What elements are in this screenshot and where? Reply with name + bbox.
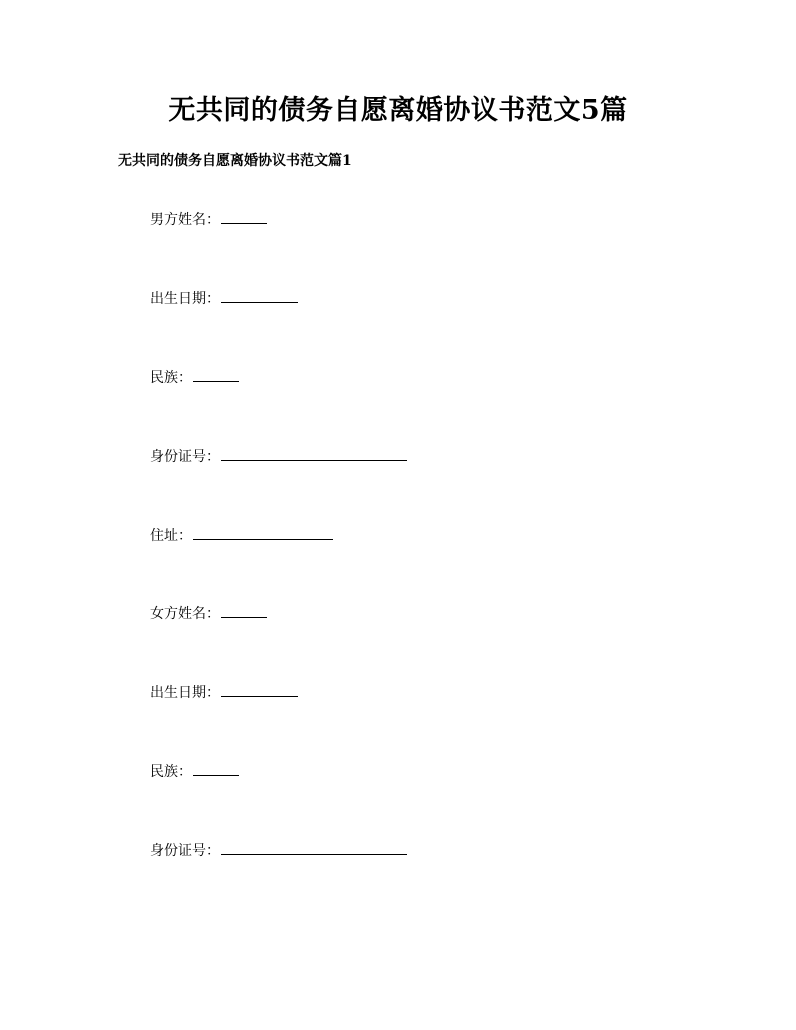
- field-husband-birthdate: [150, 288, 298, 310]
- field-label: 住址：: [150, 528, 192, 544]
- fill-in-blank: [221, 603, 267, 618]
- field-husband-id-number: [150, 446, 407, 468]
- field-wife-ethnicity: [150, 761, 239, 783]
- field-label: 民族：: [150, 764, 192, 780]
- section-heading: 无共同的债务自愿离婚协议书范文篇1: [118, 153, 352, 169]
- field-label: 身份证号：: [150, 843, 220, 859]
- field-label: 身份证号：: [150, 449, 220, 465]
- field-husband-name: [150, 209, 267, 231]
- document-title: 无共同的债务自愿离婚协议书范文5篇: [168, 95, 628, 126]
- field-label: 出生日期：: [150, 291, 220, 307]
- fill-in-blank: [193, 367, 239, 382]
- field-husband-address: [150, 525, 333, 547]
- field-label: 民族：: [150, 370, 192, 386]
- fill-in-blank: [193, 761, 239, 776]
- field-husband-ethnicity: [150, 367, 239, 389]
- field-wife-id-number: [150, 840, 407, 862]
- field-label: 出生日期：: [150, 685, 220, 701]
- fill-in-blank: [221, 840, 407, 855]
- fill-in-blank: [221, 682, 298, 697]
- fill-in-blank: [193, 525, 333, 540]
- fill-in-blank: [221, 446, 407, 461]
- fill-in-blank: [221, 288, 298, 303]
- field-wife-birthdate: [150, 682, 298, 704]
- fill-in-blank: [221, 209, 267, 224]
- field-wife-name: [150, 603, 267, 625]
- field-label: 男方姓名：: [150, 212, 220, 228]
- field-label: 女方姓名：: [150, 606, 220, 622]
